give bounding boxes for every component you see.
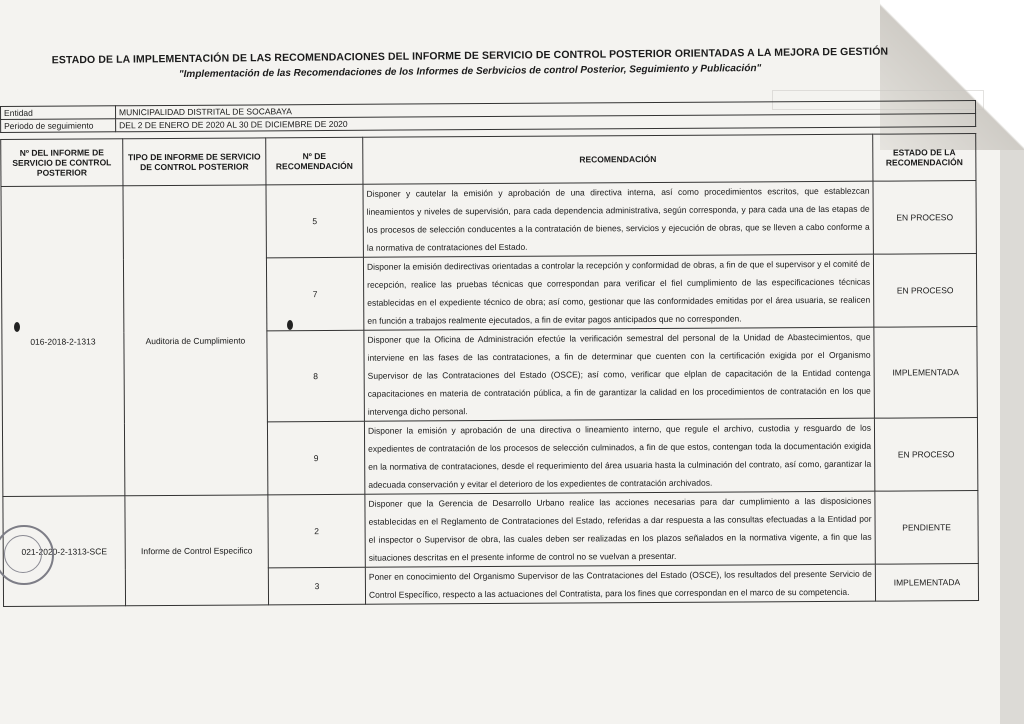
status-cell: EN PROCESO (873, 181, 976, 255)
recommendation-text-cell: Disponer la emisión dedirectivas orientadas a controlar la recepción y conformidad de obras, a fin de que el supervisor y el comité de recepción, realice las pruebas técnicas que correspondan para verificar el fiel cumplimiento de las especificaciones técnicas establecidas en el expediente técnico de obra; así como, gestionar que las conformidades emitidas por el área usuaria, se realicen en función a trabajos realmente ejecutados, a fin de evitar pagos anticipados que no corresponden. (363, 254, 873, 330)
recommendation-text-cell: Disponer y cautelar la emisión y aprobación de una directiva interna, así como procedimientos escritos, que establezcan lineamientos y niveles de supervisión, para cada dependencia administrativa, según corresponda, y para cada una de las etapas de los procesos de selección conducentes a la contratación de bienes, servicios y ejecución de obras, que se lleven a cabo conforme a la normativa de contrataciones del Estado. (363, 181, 873, 257)
status-cell: IMPLEMENTADA (874, 327, 978, 419)
informe-type-cell: Auditoria de Cumplimiento (123, 185, 268, 496)
status-cell: EN PROCESO (873, 254, 976, 328)
entity-label: Entidad (1, 106, 116, 120)
punch-hole-mark (287, 320, 293, 330)
col-header-informe: Nº DEL INFORME DE SERVICIO DE CONTROL POSTERIOR (1, 139, 123, 187)
col-header-numero: Nº DE RECOMENDACIÓN (266, 137, 363, 185)
table-header-row (1, 134, 976, 187)
recommendations-table (0, 133, 979, 607)
recommendation-number-cell: 3 (268, 567, 365, 605)
document-title: ESTADO DE LA IMPLEMENTACIÓN DE LAS RECOMENDACIONES DEL INFORME DE SERVICIO DE CONTROL POSTERIOR ORIENTADAS A LA MEJORA DE GESTIÓN (51, 45, 889, 67)
recommendation-text-cell: Poner en conocimiento del Organismo Supervisor de las Contrataciones del Estado (OSCE), los resultados del presente Servicio de Control Específico, respecto a las actuaciones del Contratista, para los fines que correspondan en el marco de su competencia. (365, 564, 875, 604)
recommendation-text-cell: Disponer que la Oficina de Administración efectúe la verificación semestral del personal de la Unidad de Abastecimientos, que interviene en las fases de las contrataciones, a fin de determinar que cuenten con la certificación exigida por el Organismo Supervisor de las Contrataciones del Estado (OSCE); así como, verificar que elplan de capacitación de la Entidad contenga capacitaciones en materia de contratación pública, a fin de garantizar la calidad en los procedimientos de contratación en los que intervenga dicho personal. (364, 327, 875, 421)
recommendation-number-cell: 8 (267, 330, 365, 422)
col-header-estado: ESTADO DE LA RECOMENDACIÓN (873, 134, 976, 182)
document-subtitle: "Implementación de las Recomendaciones de los Informes de Serbvicios de control Posterior, Seguimiento y Publicación" (178, 62, 762, 81)
status-cell: PENDIENTE (875, 491, 978, 565)
informe-number-cell: 016-2018-2-1313 (1, 186, 125, 497)
status-cell: EN PROCESO (874, 418, 977, 492)
meta-table (0, 100, 976, 133)
informe-number-cell: 021-2020-2-1313-SCE (3, 496, 126, 607)
entity-value: MUNICIPALIDAD DISTRITAL DE SOCABAYA (116, 101, 976, 119)
col-header-tipo: TIPO DE INFORME DE SERVICIO DE CONTROL POSTERIOR (123, 138, 266, 186)
table-row (3, 491, 978, 570)
recommendation-text-cell: Disponer la emisión y aprobación de una directiva o lineamiento interno, que regule el archivo, custodia y resguardo de los expedientes de contratación de los procesos de selección culminados, a fin de que estos, contengan toda la documentación exigida en la normativa de contrataciones, desde el requerimiento del área usuaria hasta la culminación del contrato, así como, garantizar la adecuada conservación y evitar el deterioro de los expedientes de contratación archivados. (364, 418, 874, 494)
recommendation-number-cell: 9 (267, 421, 364, 495)
report-body (0, 100, 979, 607)
recommendation-number-cell: 7 (266, 257, 363, 331)
punch-hole-mark (14, 322, 20, 332)
recommendation-number-cell: 5 (266, 184, 363, 258)
informe-type-cell: Informe de Control Especifico (125, 495, 269, 606)
recommendation-text-cell: Disponer que la Gerencia de Desarrollo Urbano realice las acciones necesarias para dar cumplimiento a las disposiciones estabIecidas en el Reglamento de Contrataciones del Estado, referidas a dar respuesta a las consultas efectuadas a la Entidad por el inspector o Supervisor de obra, las cuales deben ser realizadas en los plazos señalados en la normativa vigente, a fin que las situaciones descritas en el presente informe de control no se vuelvan a presentar. (365, 491, 875, 567)
table-row (1, 181, 976, 260)
col-header-recomendacion: RECOMENDACIÓN (363, 134, 873, 184)
status-cell: IMPLEMENTADA (875, 564, 978, 602)
period-value: DEL 2 DE ENERO DE 2020 AL 30 DE DICIEMBRE DE 2020 (116, 114, 976, 132)
period-label: Periodo de seguimiento (1, 119, 116, 133)
recommendation-number-cell: 2 (268, 494, 365, 568)
